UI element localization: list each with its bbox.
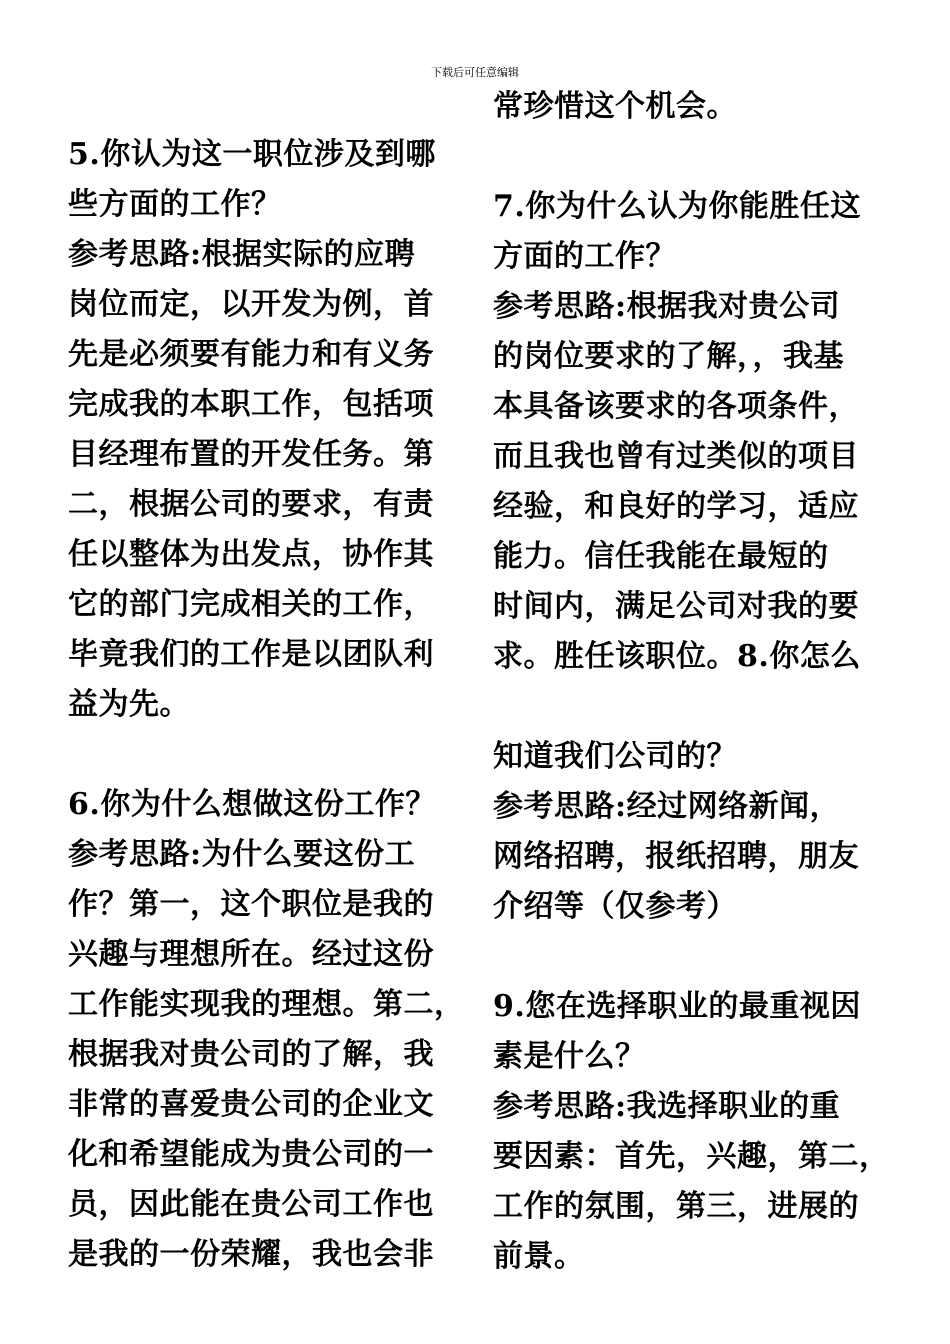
right-text-line: 本具备该要求的各项条件， <box>493 389 859 424</box>
right-text-line: 经验，和良好的学习，适应 <box>493 489 859 524</box>
left-text-line: 毕竟我们的工作是以团队利 <box>68 637 434 672</box>
left-text-line: 6.你为什么想做这份工作？ <box>68 787 436 822</box>
left-text-line: 岗位而定，以开发为例，首 <box>68 287 434 322</box>
left-text-line: 工作能实现我的理想。第二， <box>68 987 465 1022</box>
right-text-line: 知道我们公司的？ <box>493 739 737 774</box>
left-text-line: 完成我的本职工作，包括项 <box>68 387 434 422</box>
right-text-line: 前景。 <box>493 1239 585 1274</box>
right-text-line: 参考思路:根据我对贵公司 <box>493 289 841 324</box>
right-text-line: 时间内，满足公司对我的要 <box>493 589 859 624</box>
left-text-line: 5.你认为这一职位涉及到哪 <box>68 137 436 172</box>
left-text-line: 是我的一份荣耀，我也会非 <box>68 1237 434 1272</box>
left-text-line: 员，因此能在贵公司工作也 <box>68 1187 434 1222</box>
right-text-line: 素是什么？ <box>493 1039 646 1074</box>
right-text-line: 介绍等（仅参考） <box>493 889 737 924</box>
left-text-line: 它的部门完成相关的工作， <box>68 587 434 622</box>
right-text-line: 的岗位要求的了解，，我基 <box>493 339 844 374</box>
left-text-line: 兴趣与理想所在。经过这份 <box>68 937 434 972</box>
left-text-line: 参考思路:为什么要这份工 <box>68 837 416 872</box>
page-header: 下载后可任意编辑 <box>431 66 519 79</box>
left-text-line: 益为先。 <box>68 687 190 722</box>
left-text-line: 作？第一，这个职位是我的 <box>68 887 434 922</box>
left-text-line: 根据我对贵公司的了解，我 <box>68 1037 434 1072</box>
right-text-line: 7.你为什么认为你能胜任这 <box>493 189 861 224</box>
right-text-line: 工作的氛围，第三，进展的 <box>493 1189 859 1224</box>
right-text-line: 9.您在选择职业的最重视因 <box>493 989 861 1024</box>
left-text-line: 二，根据公司的要求，有责 <box>68 487 434 522</box>
left-text-line: 化和希望能成为贵公司的一 <box>68 1137 434 1172</box>
left-text-line: 些方面的工作？ <box>68 187 282 222</box>
right-text-line: 要因素：首先，兴趣，第二， <box>493 1139 890 1174</box>
right-text-line: 而且我也曾有过类似的项目 <box>493 439 859 474</box>
right-text-line: 方面的工作？ <box>493 239 676 274</box>
left-text-line: 先是必须要有能力和有义务 <box>68 337 434 372</box>
left-text-line: 目经理布置的开发任务。第 <box>68 437 434 472</box>
right-text-line: 参考思路:我选择职业的重 <box>493 1089 841 1124</box>
left-text-line: 参考思路:根据实际的应聘 <box>68 237 416 272</box>
right-text-line: 常珍惜这个机会。 <box>493 89 737 124</box>
right-text-line: 参考思路:经过网络新闻， <box>493 789 841 824</box>
left-text-line: 非常的喜爱贵公司的企业文 <box>68 1087 434 1122</box>
right-text-line: 能力。信任我能在最短的 <box>493 539 829 574</box>
right-text-line: 求。胜任该职位。8.你怎么 <box>493 639 861 674</box>
right-text-line: 网络招聘，报纸招聘，朋友 <box>493 839 859 874</box>
left-text-line: 任以整体为出发点，协作其 <box>68 537 434 572</box>
